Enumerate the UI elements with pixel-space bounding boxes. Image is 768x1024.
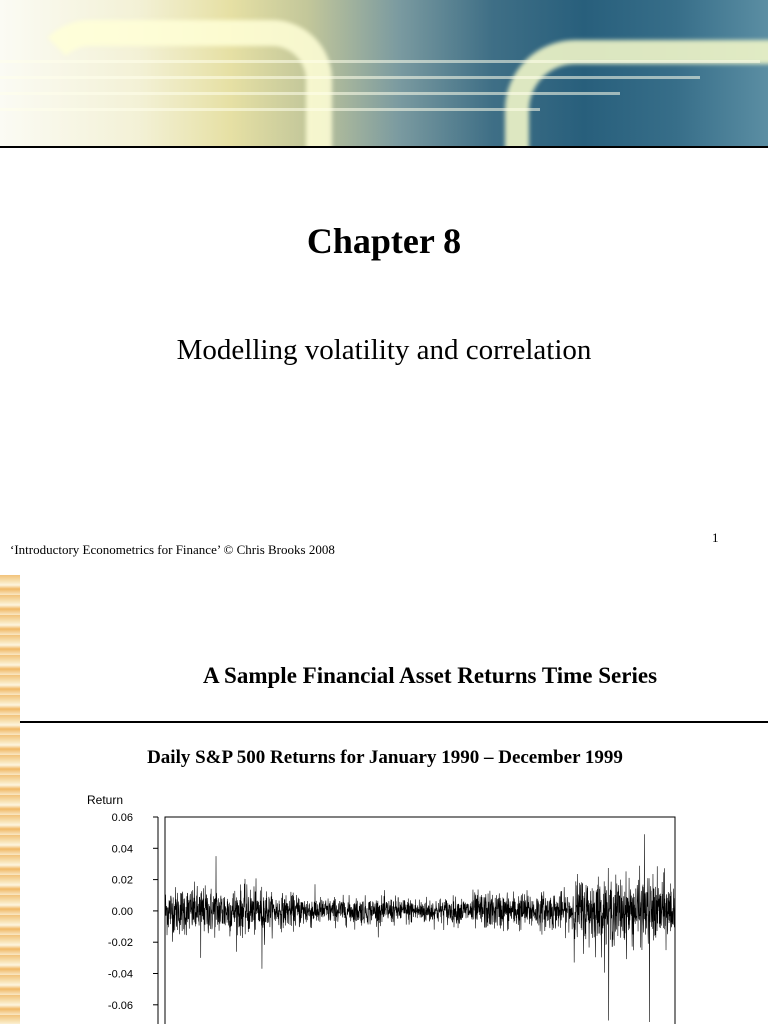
- slide-subtitle: Modelling volatility and correlation: [176, 334, 592, 366]
- series-line-sp500-returns: [165, 834, 675, 1022]
- header-divider: [0, 146, 768, 148]
- y-tick-label: 0.02: [111, 874, 133, 887]
- series-group: [165, 834, 675, 1022]
- y-axis: [108, 812, 158, 1024]
- title-divider: [20, 721, 768, 723]
- banner-stripe: [0, 60, 760, 63]
- y-tick-label: -0.06: [107, 999, 133, 1012]
- page-number: 1: [712, 530, 719, 545]
- slide-footer: ‘Introductory Econometrics for Finance’ © Chris Brooks 2008: [10, 542, 335, 557]
- slide-title: Chapter 8: [306, 221, 462, 261]
- y-axis-label: Return: [87, 793, 124, 807]
- y-tick-label: 0.04: [111, 843, 133, 856]
- banner-stripe: [0, 108, 540, 111]
- banner-stripe: [0, 92, 620, 95]
- banner-glow-left: [30, 20, 332, 146]
- header-banner: [0, 0, 768, 146]
- banner-stripe: [0, 76, 700, 79]
- y-tick-label: 0.00: [111, 905, 133, 918]
- y-tick-label: 0.06: [111, 812, 133, 824]
- returns-chart-svg: [0, 790, 768, 1024]
- y-tick-label: -0.02: [107, 937, 133, 950]
- chart-title: Daily S&P 500 Returns for January 1990 – December 1999: [147, 747, 623, 768]
- returns-chart: [0, 790, 768, 1024]
- slide-2: [0, 575, 768, 1024]
- y-tick-label: -0.04: [107, 968, 133, 981]
- slide-title: A Sample Financial Asset Returns Time Series: [202, 663, 658, 688]
